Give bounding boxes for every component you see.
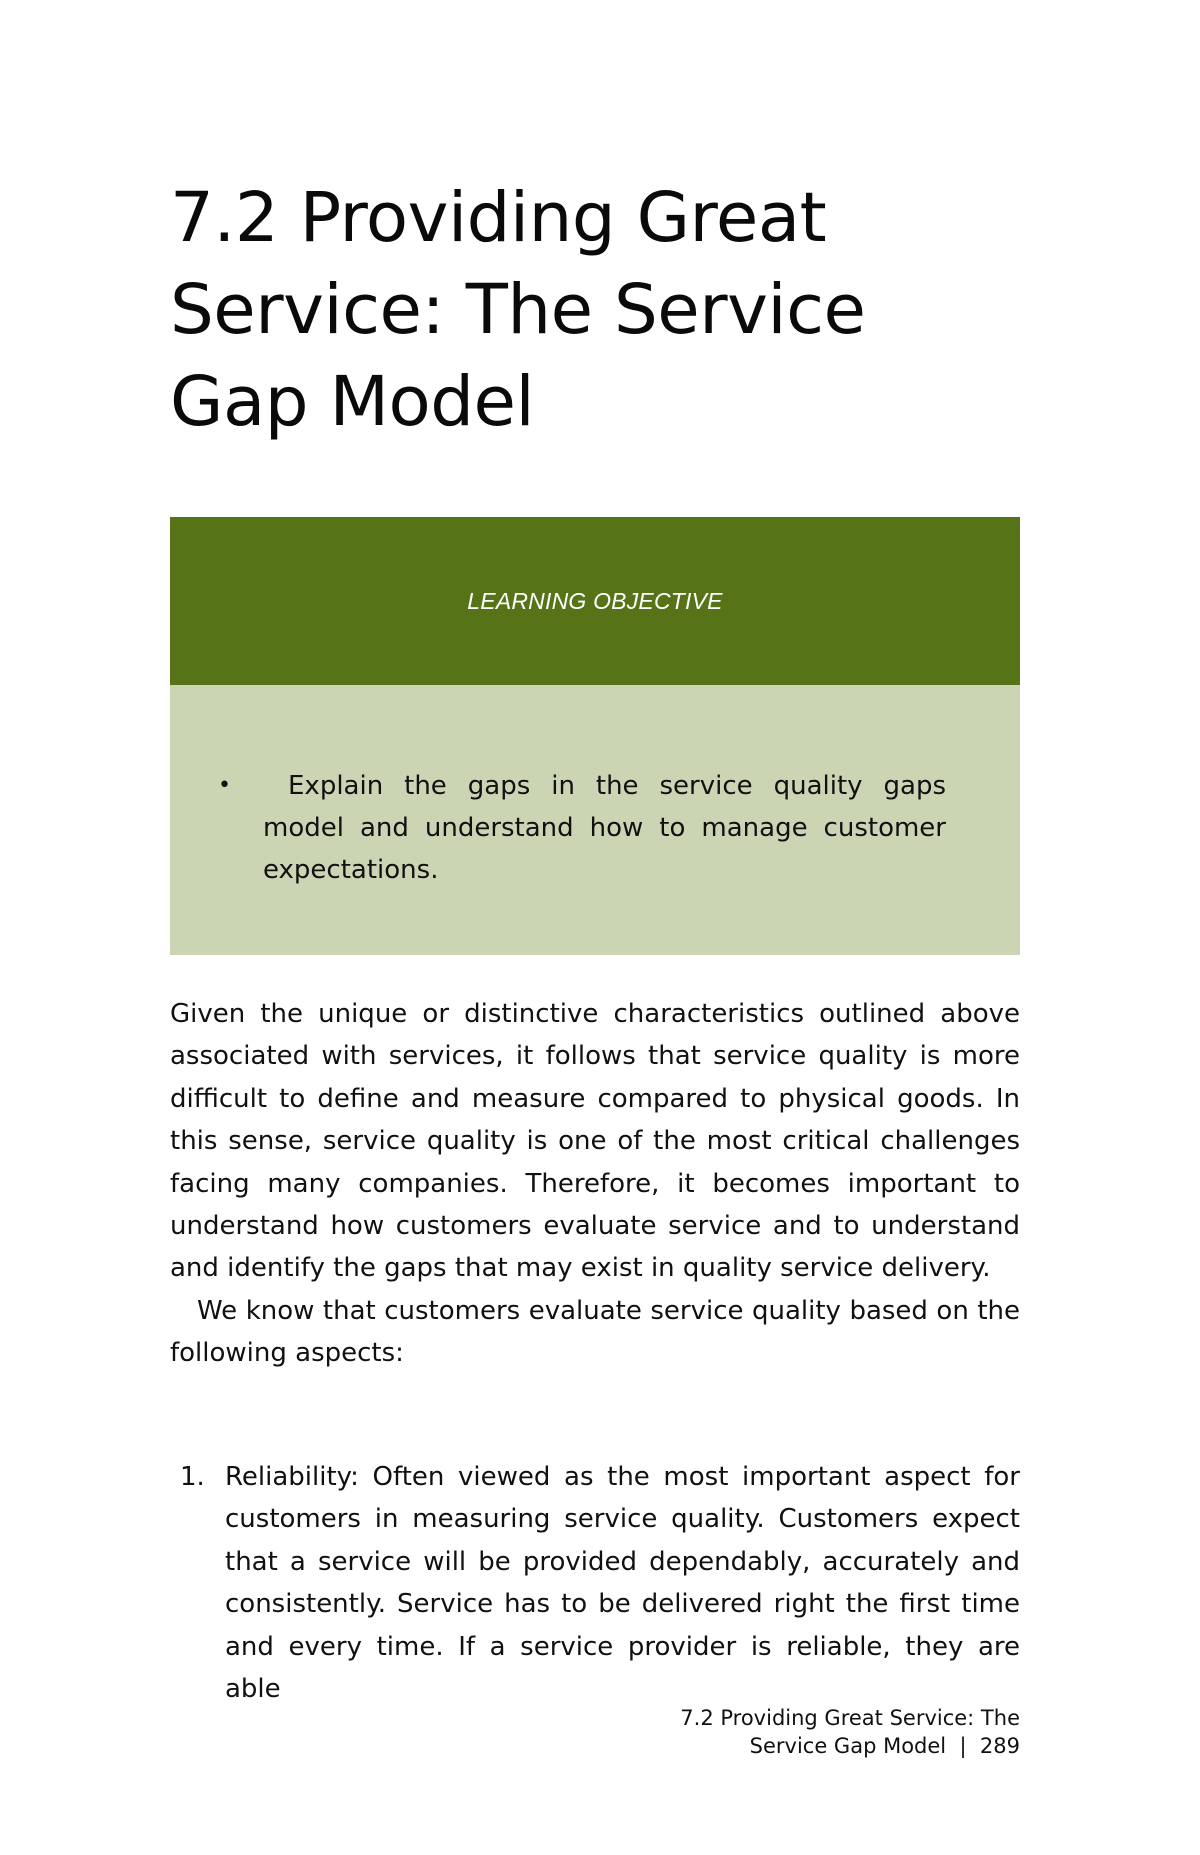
aspects-list <box>170 1456 1020 1710</box>
paragraph: Given the unique or distinctive characteristics outlined above associated with services, it follows that service quality is more difficult to define and measure compared to physical goods. In this sense, service quality is one of the most critical challenges facing many companies. Therefore, it becomes important to understand how customers evaluate service and to understand and identify the gaps that may exist in quality service delivery. <box>170 999 1020 1284</box>
list-item <box>170 1456 1020 1710</box>
page-footer <box>520 1704 1020 1760</box>
list-item-text: Reliability: Often viewed as the most important aspect for customers in measuring service quality. Customers expect that a service will be provided dependably, accurately and consistently. Service has to be delivered right the first time and every time. If a service provider is reliable, they are able <box>225 1462 1020 1705</box>
learning-objective-list <box>218 765 946 891</box>
bullet-icon: • <box>218 773 231 798</box>
footer-title-line: 7.2 Providing Great Service: The <box>680 1706 1020 1730</box>
footer-page-line: Service Gap Model | 289 <box>749 1734 1020 1758</box>
learning-objective-header: LEARNING OBJECTIVE <box>170 517 1020 685</box>
learning-objective-box <box>170 517 1020 955</box>
learning-objective-text: Explain the gaps in the service quality gaps model and understand how to manage customer expectations. <box>263 771 946 885</box>
page-title: 7.2 Providing Great Service: The Service Gap Model <box>170 178 866 442</box>
body-text <box>170 993 1020 1375</box>
list-item <box>218 765 946 891</box>
list-number: 1. <box>180 1462 205 1492</box>
paragraph: We know that customers evaluate service quality based on the following aspects: <box>170 1295 1020 1369</box>
